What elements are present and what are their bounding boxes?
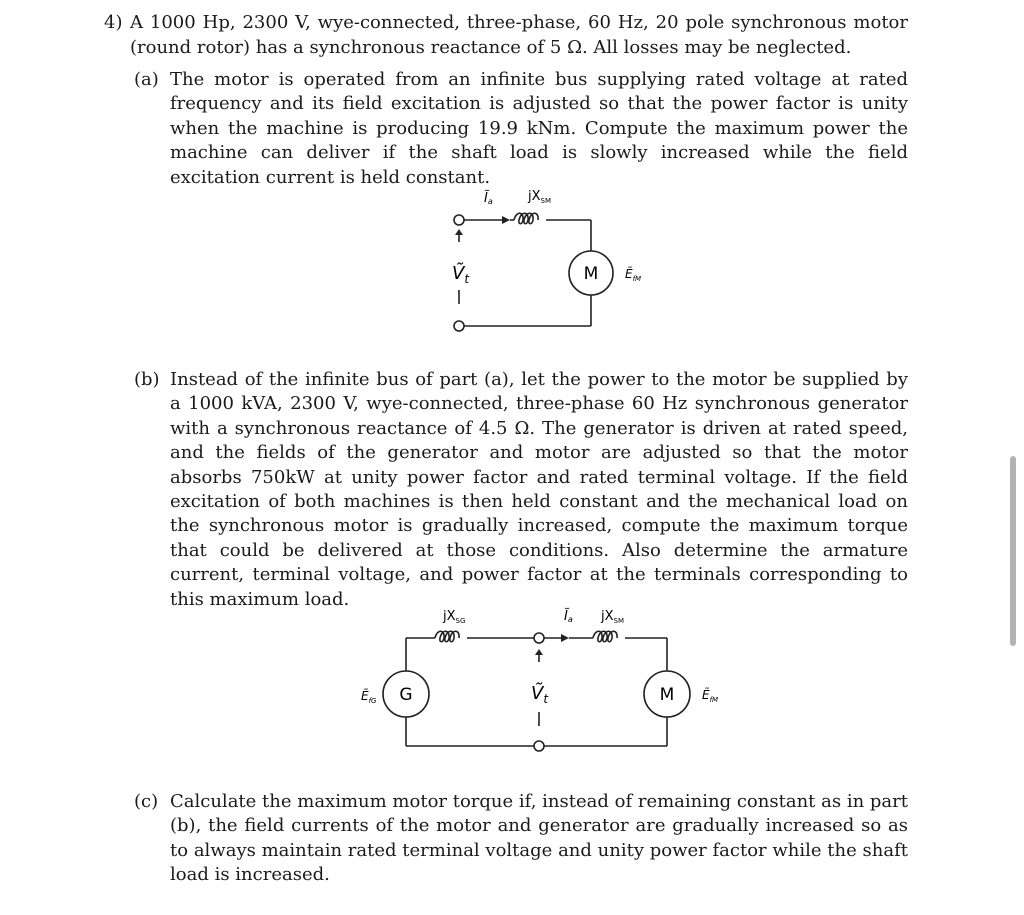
circuit-diagram-a — [440, 180, 680, 340]
generator-label: G — [399, 685, 413, 705]
motor-label: M — [583, 264, 599, 284]
part-a-text: The motor is operated from an infinite bus supplying rated voltage at rated frequency and its field excitation is adjusted so that the power factor is unity when the machine is producing 19.9 kNm. Compute the maximum power the machine can deliver if the shaft load is slowly increased while the field excitation current is held constant. — [170, 69, 908, 188]
generator-inductor-coil — [435, 631, 459, 642]
motor-emf-label: Ẽ$_{fM}$ — [702, 688, 719, 704]
part-c — [134, 790, 908, 888]
terminal-bottom — [454, 321, 464, 331]
current-label: Ĩa — [564, 609, 573, 624]
generator-reactance-label: $jX_{SG}$ — [443, 609, 466, 625]
terminal-top — [454, 215, 464, 225]
terminal-top — [534, 633, 544, 643]
current-arrow — [561, 634, 569, 642]
motor-reactance-label: $jX_{SM}$ — [601, 609, 625, 625]
current-label: Ĩa — [484, 191, 493, 206]
part-a — [134, 68, 908, 190]
problem-4 — [104, 11, 908, 60]
part-c-label: (c) — [134, 791, 159, 812]
part-b — [134, 368, 908, 612]
part-b-label: (b) — [134, 369, 160, 390]
part-c-text: Calculate the maximum motor torque if, instead of remaining constant as in part (b), the field currents of the motor and generator are gradually increased so as to always maintain rated terminal voltage and unity power factor while the shaft load is increased. — [170, 791, 908, 886]
circuit-diagram-b — [355, 598, 755, 763]
motor-inductor-coil — [593, 631, 617, 642]
reactance-label: $jX_{SM}$ — [528, 189, 552, 205]
field-emf-label: Ẽ$_{fM}$ — [625, 267, 642, 283]
part-a-label: (a) — [134, 69, 159, 90]
terminal-voltage-label: Ṽ$_t$ — [452, 263, 470, 286]
part-b-text: Instead of the infinite bus of part (a), let the power to the motor be supplied by a 1000 kVA, 2300 V, wye-connected, three-phase 60 Hz synchronous generator with a synchronous reactance of 4.5 Ω. The generator is driven at rated speed, and the fields of the generator and motor are adjusted so that the motor absorbs 750kW at unity power factor and rated terminal voltage. If the field excitation of both machines is then held constant and the mechanical load on the synchronous motor is gradually increased, compute the maximum torque that could be delivered at those conditions. Also determine the armature current, terminal voltage, and power factor at the terminals corresponding to this maximum load. — [170, 369, 908, 610]
terminal-bottom — [534, 741, 544, 751]
vertical-scrollbar[interactable] — [1010, 456, 1016, 646]
terminal-voltage-label: Ṽ$_t$ — [531, 683, 549, 706]
current-arrow — [502, 216, 510, 224]
inductor-coil — [514, 213, 538, 224]
generator-emf-label: Ẽ$_{fG}$ — [361, 689, 377, 705]
motor-label: M — [659, 685, 675, 705]
problem-statement: A 1000 Hp, 2300 V, wye-connected, three-phase, 60 Hz, 20 pole synchronous motor (round rotor) has a synchronous reactance of 5 Ω. All losses may be neglected. — [130, 12, 908, 58]
problem-number: 4) — [104, 12, 123, 33]
